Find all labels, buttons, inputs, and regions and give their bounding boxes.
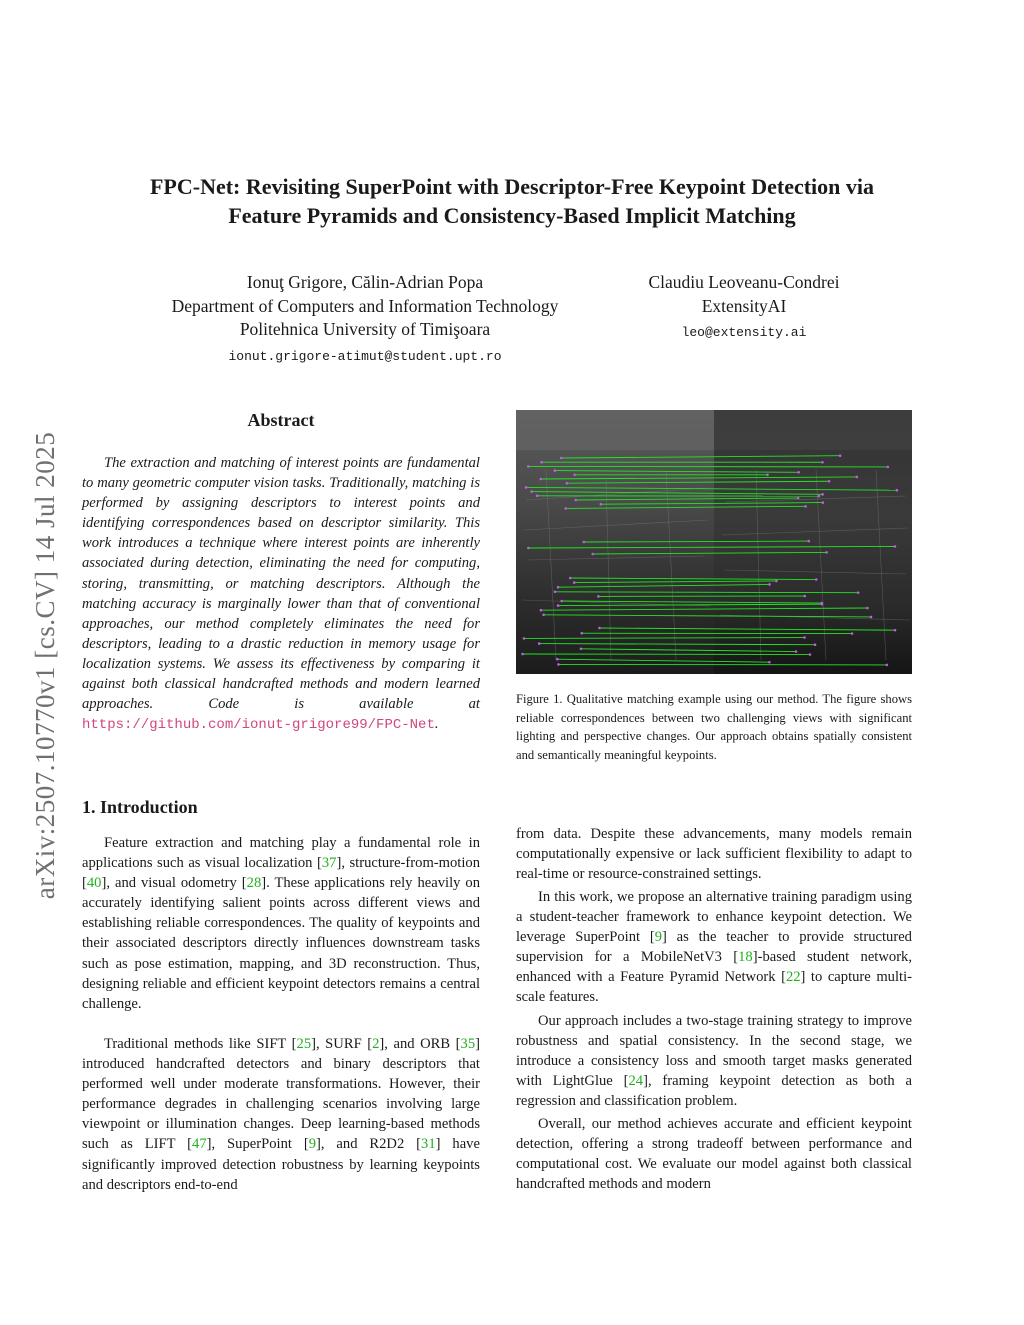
paper-title xyxy=(60,172,964,230)
keypoint xyxy=(821,461,824,464)
keypoint xyxy=(569,577,572,580)
keypoint xyxy=(574,499,577,502)
keypoint xyxy=(521,653,524,656)
abstract-end: . xyxy=(434,716,439,733)
keypoint xyxy=(804,505,807,508)
keypoint xyxy=(527,465,530,468)
keypoint xyxy=(766,473,769,476)
keypoint xyxy=(797,471,800,474)
abstract-heading: Abstract xyxy=(247,410,315,430)
keypoint xyxy=(851,632,854,635)
keypoint xyxy=(580,648,583,651)
keypoint xyxy=(573,474,576,477)
citation[interactable]: 9 xyxy=(308,1136,316,1153)
intro-heading: 1. Introduction xyxy=(82,797,198,817)
match-line xyxy=(528,466,888,467)
keypoint xyxy=(525,486,528,489)
keypoint xyxy=(886,664,889,667)
keypoint xyxy=(870,616,873,619)
keypoint xyxy=(557,604,560,607)
keypoint xyxy=(542,614,545,617)
keypoint xyxy=(530,490,533,493)
match-line xyxy=(559,664,887,665)
keypoint xyxy=(803,636,806,639)
citation[interactable]: 25 xyxy=(296,1036,312,1052)
keypoint xyxy=(564,507,567,510)
citation[interactable]: 35 xyxy=(460,1036,476,1052)
keypoint xyxy=(896,489,899,492)
keypoint xyxy=(554,591,557,594)
code-link[interactable]: https://github.com/ionut-grigore99/FPC-Net xyxy=(82,717,435,734)
keypoint xyxy=(536,495,539,498)
citation[interactable]: 2 xyxy=(372,1036,380,1052)
keypoint xyxy=(839,454,842,457)
keypoint xyxy=(523,637,526,640)
right-paragraph-1: In this work, we propose an alternative training paradigm using a student-teacher framework to enhance keypoint detection. We leverage SuperPoint [9] as the teacher to provide structured supervision for a MobileNetV3 [18]-based student network, enhanced with a Feature Pyramid Network [22] to capture multi-scale features. xyxy=(516,889,912,1006)
keypoint xyxy=(894,545,897,548)
intro-paragraph-1: Feature extraction and matching play a fundamental role in applications such as visual localization [37], structure-from-motion [40], and visual odometry [28]. These applications rely heavily on accurately identifying salient points across different views and establishing reliable correspondences. The quality of keypoints and their associated descriptors directly influences downstream tasks such as pose estimation, mapping, and 3D reconstruction. Thus, designing reliable and efficient keypoint detectors remains a central challenge. xyxy=(82,835,481,1012)
right-paragraph-2: Our approach includes a two-stage training strategy to improve robustness and spatial consistency. In the second stage, we introduce a consistency loss and smooth target masks generated with LightGlue [24], framing keypoint detection as both a regression and classification problem. xyxy=(516,1013,912,1110)
keypoint xyxy=(566,482,569,485)
keypoint xyxy=(554,469,557,472)
author-names-right: Claudiu Leoveanu-Condrei xyxy=(648,272,840,292)
keypoint xyxy=(598,627,601,630)
keypoint xyxy=(809,653,812,656)
abstract-text: The extraction and matching of interest points are fundamental to many geometric computer vision tasks. Traditionally, matching is performed by assigning descriptors to interest points and identifying correspondences based on descriptor similarity. This work introduces a technique where interest points are inherently associated during detection, eliminating the need for computing, storing, transmitting, or matching descriptors. Although the matching accuracy is marginally lower than that of conventional approaches, our method completely eliminates the need for descriptors, leading to a drastic reduction in memory usage for localization systems. We assess its effectiveness by comparing it against both classical handcrafted methods and modern learned approaches. Code is available at xyxy=(82,455,480,713)
keypoint xyxy=(866,607,869,610)
keypoint xyxy=(540,609,543,612)
keypoint xyxy=(527,547,530,550)
keypoint xyxy=(887,466,890,469)
keypoint xyxy=(560,457,563,460)
keypoint xyxy=(560,600,563,603)
keypoint xyxy=(557,586,560,589)
keypoint xyxy=(591,553,594,556)
keypoint xyxy=(821,493,824,496)
author-email-right[interactable]: leo@extensity.ai xyxy=(681,325,807,340)
keypoint xyxy=(894,629,897,632)
author-email-left[interactable]: ionut.grigore-atimut@student.upt.ro xyxy=(228,348,502,364)
arxiv-id-text: arXiv:2507.10770v1 [cs.CV] 14 Jul 2025 xyxy=(30,431,61,899)
citation[interactable]: 28 xyxy=(246,875,262,892)
author-names-left: Ionuţ Grigore, Călin-Adrian Popa xyxy=(246,272,484,292)
right-paragraph-3: Overall, our method achieves accurate and efficient keypoint detection, offering a strong tradeoff between performance and computational cost. We evaluate our model against both classical handcrafted methods and modern xyxy=(516,1116,912,1193)
right-paragraph-0: from data. Despite these advancements, many models remain computationally expensive or lack sufficient flexibility to adapt to real-time or resource-constrained settings. xyxy=(516,826,912,883)
keypoint xyxy=(557,663,560,666)
citation[interactable]: 40 xyxy=(86,875,102,892)
keypoint xyxy=(573,581,576,584)
keypoint xyxy=(828,480,831,483)
intro-paragraph-2: Traditional methods like SIFT [25], SURF [2], and ORB [35] introduced handcrafted detectors and binary descriptors that performed well under moderate transformations. However, their performance degrades in challenging scenarios involving large viewpoint or illumination changes. Deep learning-based methods such as LIFT [47], SuperPoint [9], and R2D2 [31] have significantly improved detection robustness by learning keypoints and descriptors end-to-end xyxy=(82,1036,481,1193)
citation[interactable]: 37 xyxy=(321,855,337,872)
author-org: ExtensityAI xyxy=(701,295,787,316)
keypoint xyxy=(556,658,559,661)
figure-matching-image xyxy=(516,410,912,674)
figure-caption: Figure 1. Qualitative matching example using our method. The figure shows reliable correspondences between two challenging views with significant lighting and perspective changes. Our approach obtains spatially consistent and semantically meaningful keypoints. xyxy=(516,692,912,762)
author-university: Politehnica University of Timişoara xyxy=(239,319,491,339)
keypoint xyxy=(815,578,818,581)
keypoint xyxy=(857,591,860,594)
keypoint xyxy=(822,501,825,504)
keypoint xyxy=(600,503,603,506)
keypoint xyxy=(814,643,817,646)
keypoint xyxy=(775,580,778,583)
author-block-left xyxy=(130,271,600,368)
title-line-2: Feature Pyramids and Consistency-Based Implicit Matching xyxy=(228,203,796,228)
keypoint xyxy=(580,632,583,635)
keypoint xyxy=(538,642,541,645)
keypoint xyxy=(818,495,821,498)
keypoint xyxy=(540,461,543,464)
title-line-1: FPC-Net: Revisiting SuperPoint with Descriptor-Free Keypoint Detection via xyxy=(149,174,875,199)
keypoint xyxy=(807,540,810,543)
abstract-body xyxy=(82,453,480,735)
keypoint xyxy=(583,541,586,544)
keypoint xyxy=(597,595,600,598)
keypoint xyxy=(797,497,800,500)
match-line xyxy=(523,654,810,655)
keypoint xyxy=(795,650,798,653)
citation[interactable]: 18 xyxy=(738,949,753,966)
keypoint xyxy=(825,551,828,554)
citation[interactable]: 31 xyxy=(421,1136,436,1153)
author-block-right xyxy=(614,271,874,345)
citation[interactable]: 9 xyxy=(654,929,663,946)
keypoint xyxy=(540,478,543,481)
citation[interactable]: 47 xyxy=(192,1136,207,1153)
keypoint xyxy=(855,476,858,479)
author-dept: Department of Computers and Information Technology xyxy=(171,295,559,316)
citation[interactable]: 24 xyxy=(628,1073,644,1090)
arxiv-stamp xyxy=(23,375,69,955)
keypoint xyxy=(768,583,771,586)
citation[interactable]: 22 xyxy=(785,969,801,986)
keypoint xyxy=(821,603,824,606)
keypoint xyxy=(768,661,771,664)
keypoint xyxy=(803,595,806,598)
